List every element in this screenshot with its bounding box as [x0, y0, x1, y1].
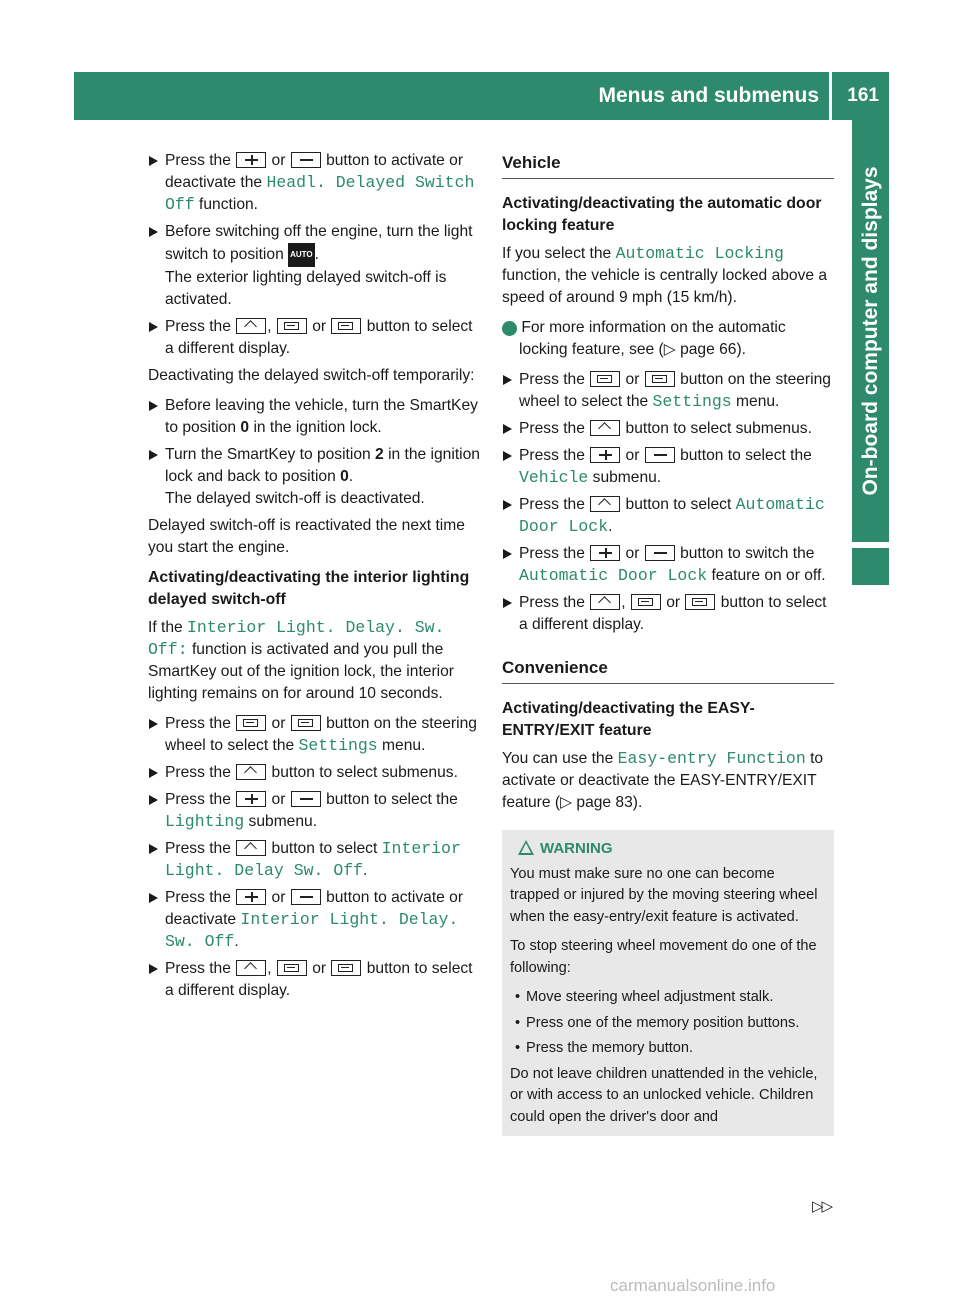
- navigation-button-icon: [590, 420, 620, 436]
- display-forward-button-icon: [291, 715, 321, 731]
- navigation-button-icon: [590, 496, 620, 512]
- navigation-button-icon: [236, 764, 266, 780]
- step: Press the or button to switch the Automatic Door Lock feature on or off.: [502, 543, 834, 587]
- side-tab-label: On-board computer and displays: [859, 166, 882, 496]
- step: Press the or button to select the Lighting submenu.: [148, 789, 483, 833]
- list-item: • Press one of the memory position buttons.: [510, 1013, 826, 1035]
- display-forward-button-icon: [685, 594, 715, 610]
- step: Press the or button to select the Vehicle submenu.: [502, 445, 834, 489]
- plus-button-icon: [236, 152, 266, 168]
- step: Turn the SmartKey to position 2 in the ignition lock and back to position 0. The delayed switch-off is deactivated.: [148, 444, 483, 510]
- step: Before switching off the engine, turn the light switch to position AUTO . The exterior lighting delayed switch-off is activated.: [148, 221, 483, 311]
- plus-button-icon: [236, 889, 266, 905]
- warning-heading: WARNING: [510, 838, 826, 860]
- navigation-button-icon: [236, 318, 266, 334]
- section-title-vehicle: Vehicle: [502, 150, 834, 179]
- side-tab-marker: [852, 548, 889, 585]
- paragraph: Delayed switch-off is reactivated the next time you start the engine.: [148, 517, 465, 556]
- warning-box: [502, 830, 834, 1136]
- continue-arrow-icon: ▷▷: [812, 1198, 832, 1215]
- step: Press the or button on the steering wheel to select the Settings menu.: [148, 713, 483, 757]
- step: Press the , or button to select a different display.: [502, 592, 834, 636]
- step: Press the button to select Automatic Door Lock.: [502, 494, 834, 538]
- minus-button-icon: [645, 545, 675, 561]
- section-heading: Activating/deactivating the interior lighting delayed switch-off: [148, 569, 470, 608]
- watermark: carmanualsonline.info: [610, 1276, 776, 1295]
- step: Press the or button on the steering wheel to select the Settings menu.: [502, 369, 834, 413]
- display-forward-button-icon: [331, 960, 361, 976]
- step: Press the button to select submenus.: [148, 762, 483, 784]
- navigation-button-icon: [590, 594, 620, 610]
- plus-button-icon: [590, 545, 620, 561]
- minus-button-icon: [291, 791, 321, 807]
- step: Press the , or button to select a different display.: [148, 958, 483, 1002]
- step: Press the button to select submenus.: [502, 418, 834, 440]
- menu-term: Headl. Delayed Switch Off: [165, 173, 475, 214]
- section-heading: Activating/deactivating the EASY-ENTRY/EXIT feature: [502, 700, 755, 739]
- display-forward-button-icon: [331, 318, 361, 334]
- page-number: 161: [847, 85, 879, 106]
- warning-text: To stop steering wheel movement do one of the following:: [510, 938, 817, 976]
- step: Press the , or button to select a different display.: [148, 316, 483, 360]
- page-title: Menus and submenus: [598, 84, 819, 107]
- list-item: • Press the memory button.: [510, 1038, 826, 1060]
- paragraph: You can use the Easy-entry Function to activate or deactivate the EASY-ENTRY/EXIT feature (▷ page 83).: [502, 749, 824, 811]
- plus-button-icon: [590, 447, 620, 463]
- minus-button-icon: [291, 889, 321, 905]
- minus-button-icon: [645, 447, 675, 463]
- left-column: [148, 150, 483, 1007]
- display-back-button-icon: [590, 371, 620, 387]
- list-item: • Move steering wheel adjustment stalk.: [510, 987, 826, 1009]
- warning-text: You must make sure no one can become trapped or injured by the moving steering wheel when the easy-entry/exit feature is activated.: [510, 865, 818, 925]
- right-column: [498, 150, 834, 1136]
- section-title-convenience: Convenience: [502, 655, 834, 684]
- display-back-button-icon: [236, 715, 266, 731]
- minus-button-icon: [291, 152, 321, 168]
- step: Press the or button to activate or deactivate the Headl. Delayed Switch Off function.: [148, 150, 483, 216]
- step: Before leaving the vehicle, turn the SmartKey to position 0 in the ignition lock.: [148, 395, 483, 439]
- navigation-button-icon: [236, 960, 266, 976]
- paragraph: If the Interior Light. Delay. Sw. Off: function is activated and you pull the SmartKey out of the ignition lock, the interior lighting remains on for around 10 seconds.: [148, 618, 454, 702]
- display-back-button-icon: [277, 960, 307, 976]
- warning-icon: [518, 840, 534, 855]
- header-bar: [74, 72, 889, 120]
- section-heading: Activating/deactivating the automatic door locking feature: [502, 195, 822, 234]
- navigation-button-icon: [236, 840, 266, 856]
- paragraph: Deactivating the delayed switch-off temporarily:: [148, 367, 475, 384]
- info-icon: i: [502, 321, 517, 336]
- display-back-button-icon: [277, 318, 307, 334]
- info-note: i For more information on the automatic locking feature, see (▷ page 66).: [498, 319, 786, 358]
- warning-text: Do not leave children unattended in the vehicle, or with access to an unlocked vehicle. Children could open the driver's door and: [510, 1065, 818, 1125]
- step: Press the button to select Interior Light. Delay Sw. Off.: [148, 838, 483, 882]
- header-divider: [829, 72, 832, 120]
- plus-button-icon: [236, 791, 266, 807]
- auto-icon: AUTO: [288, 243, 315, 267]
- step: Press the or button to activate or deactivate Interior Light. Delay. Sw. Off.: [148, 887, 483, 953]
- display-forward-button-icon: [645, 371, 675, 387]
- display-back-button-icon: [631, 594, 661, 610]
- paragraph: If you select the Automatic Locking function, the vehicle is centrally locked above a speed of around 9 mph (15 km/h).: [502, 244, 828, 306]
